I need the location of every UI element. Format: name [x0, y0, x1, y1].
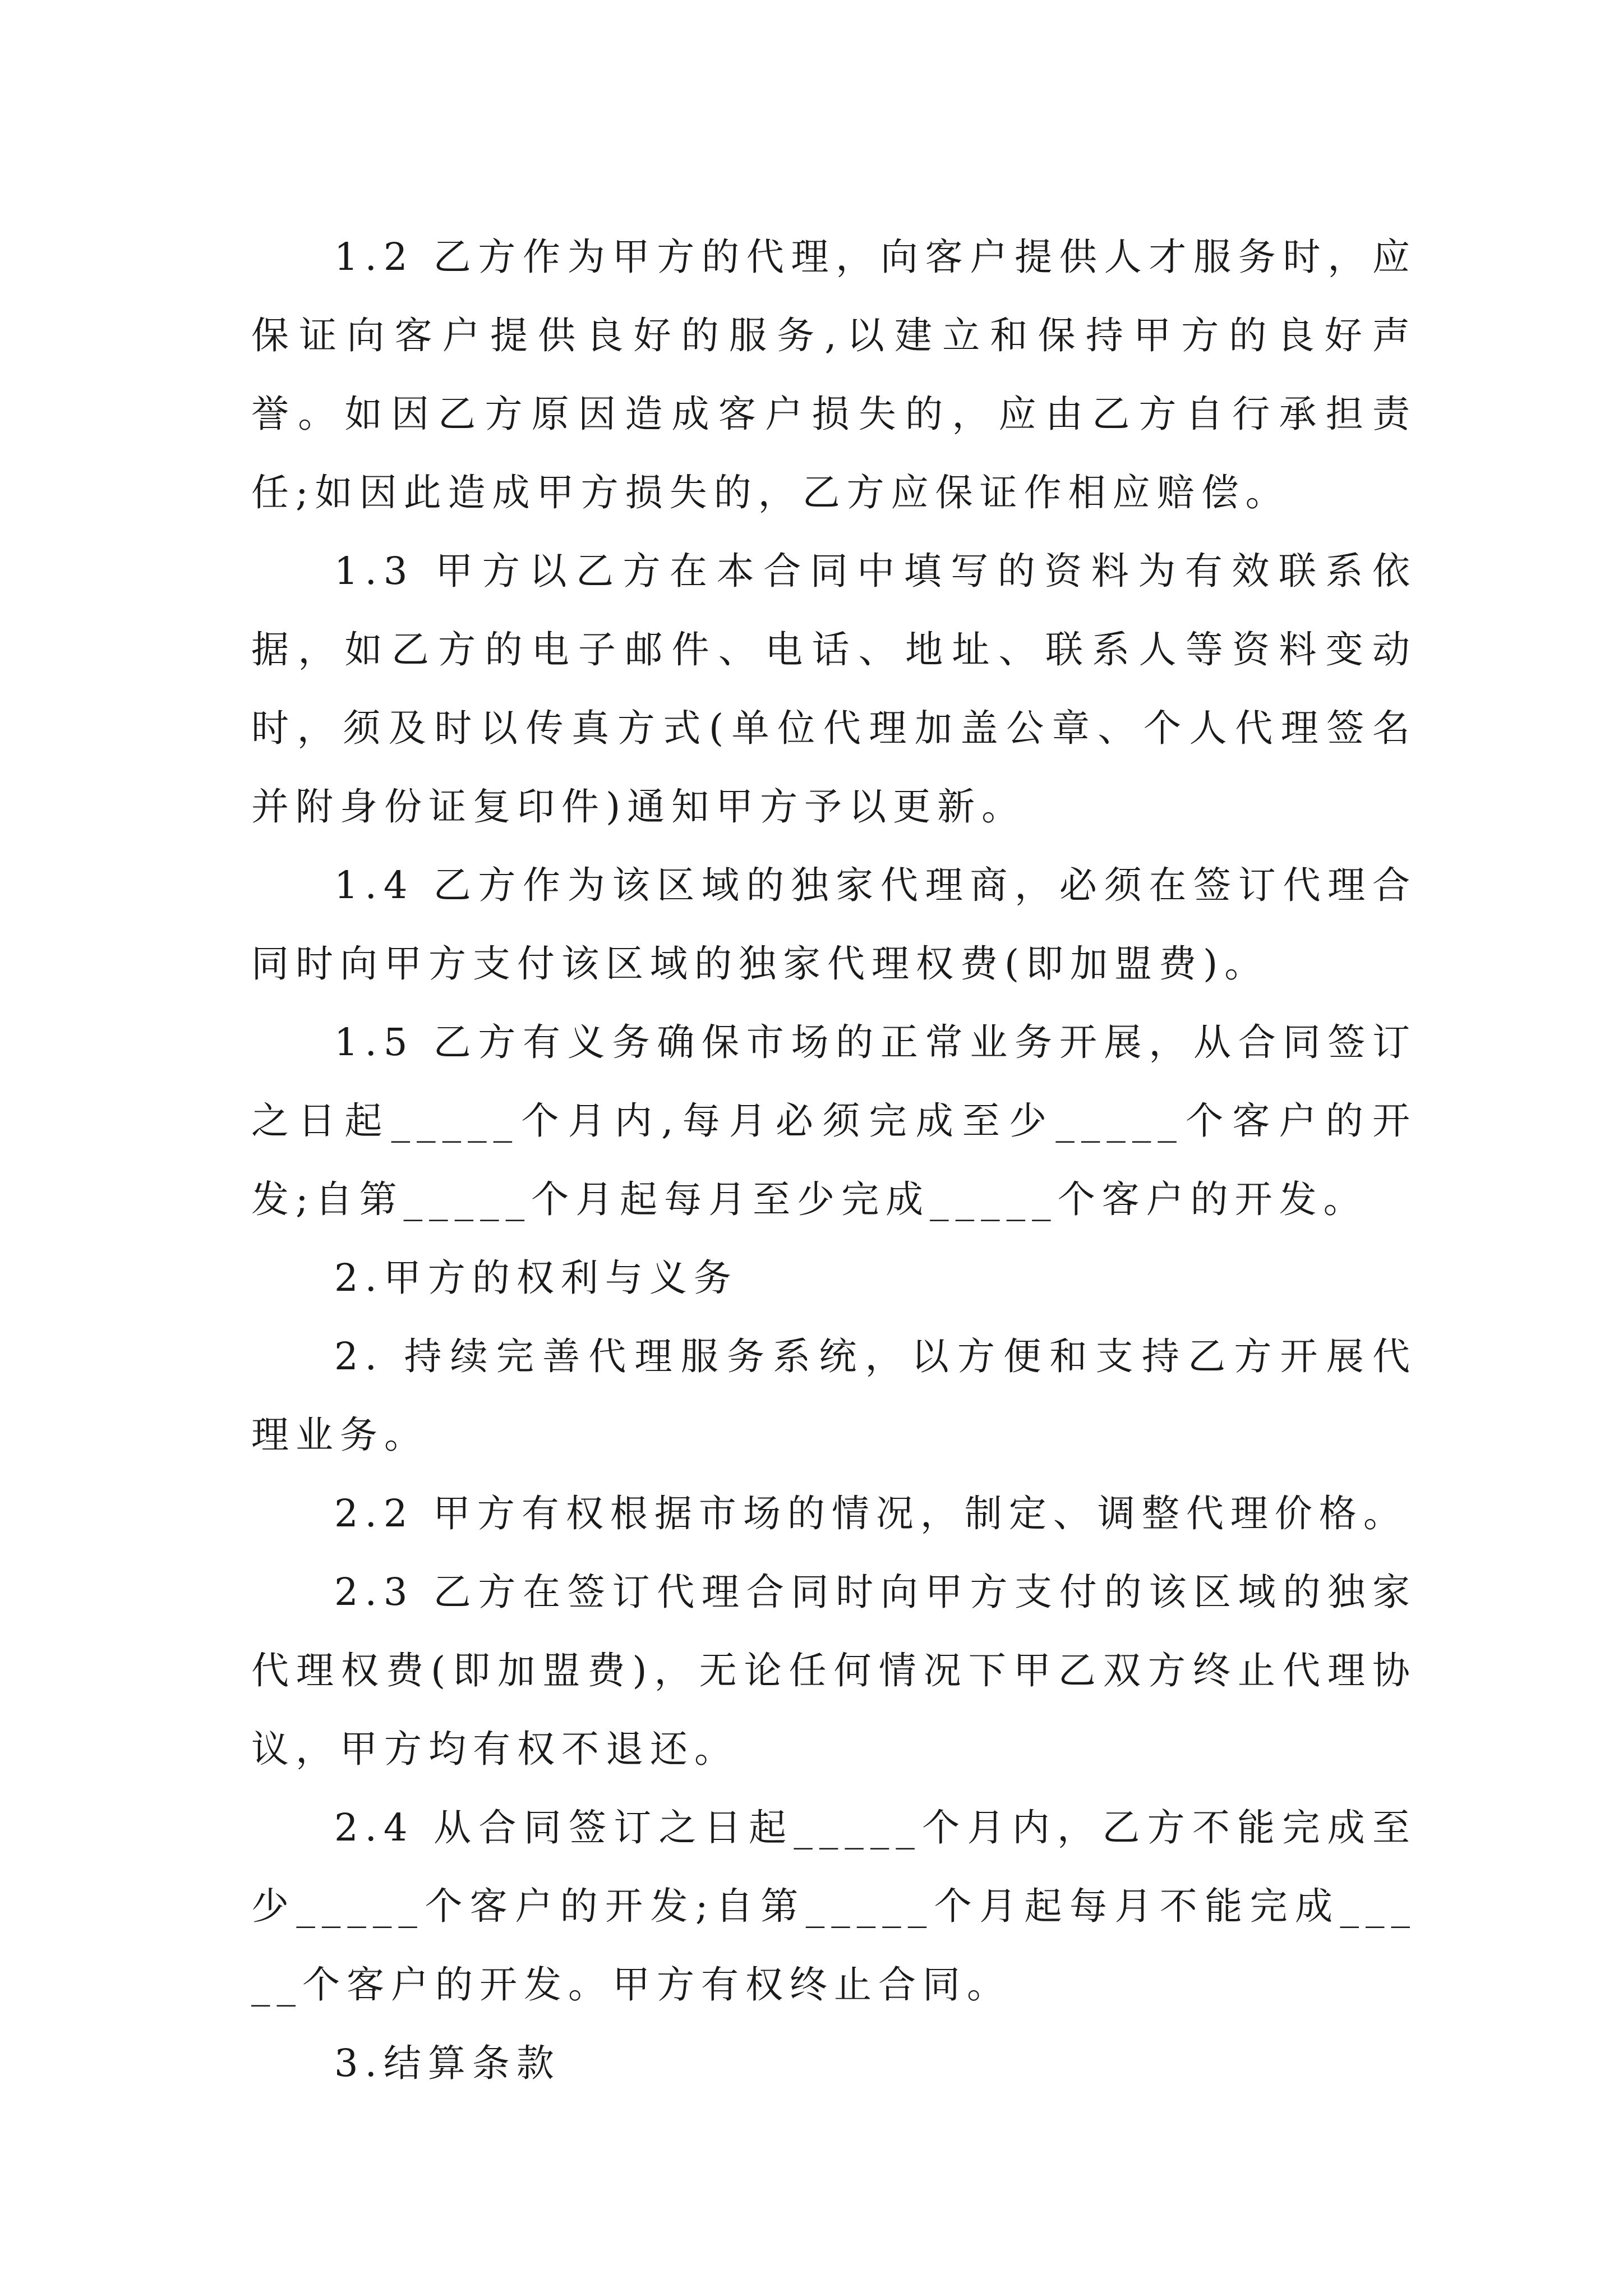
- clause-2-4: 2.4 从合同签订之日起_____个月内，乙方不能完成至少_____个客户的开发;自第_____个月起每月不能完成_____个客户的开发。甲方有权终止合同。: [251, 1806, 1417, 2007]
- clause-1-5: 1.5 乙方有义务确保市场的正常业务开展，从合同签订之日起_____个月内,每月必须完成至少_____个客户的开发;自第_____个月起每月至少完成_____个客户的开发。: [251, 1020, 1417, 1221]
- clause-2-2: 2.2 甲方有权根据市场的情况，制定、调整代理价格。: [334, 1492, 1408, 1535]
- section-3-heading: 3.结算条款: [334, 2041, 561, 2085]
- clause-1-4: 1.4 乙方作为该区域的独家代理商，必须在签订代理合同时向甲方支付该区域的独家代理权费(即加盟费)。: [251, 863, 1417, 986]
- clause-1-2: 1.2 乙方作为甲方的代理，向客户提供人才服务时，应保证向客户提供良好的服务,以建立和保持甲方的良好声誉。如因乙方原因造成客户损失的，应由乙方自行承担责任;如因此造成甲方损失的，乙方应保证作相应赔偿。: [251, 235, 1417, 514]
- document-body: [251, 218, 1417, 2102]
- section-2-heading: 2.甲方的权利与义务: [334, 1256, 738, 1300]
- clause-2-3: 2.3 乙方在签订代理合同时向甲方支付的该区域的独家代理权费(即加盟费)，无论任何情况下甲乙双方终止代理协议，甲方均有权不退还。: [251, 1570, 1417, 1771]
- clause-1-3: 1.3 甲方以乙方在本合同中填写的资料为有效联系依据，如乙方的电子邮件、电话、地址、联系人等资料变动时，须及时以传真方式(单位代理加盖公章、个人代理签名并附身份证复印件)通知甲方予以更新。: [251, 549, 1417, 829]
- clause-2-1: 2. 持续完善代理服务系统，以方便和支持乙方开展代理业务。: [251, 1335, 1417, 1457]
